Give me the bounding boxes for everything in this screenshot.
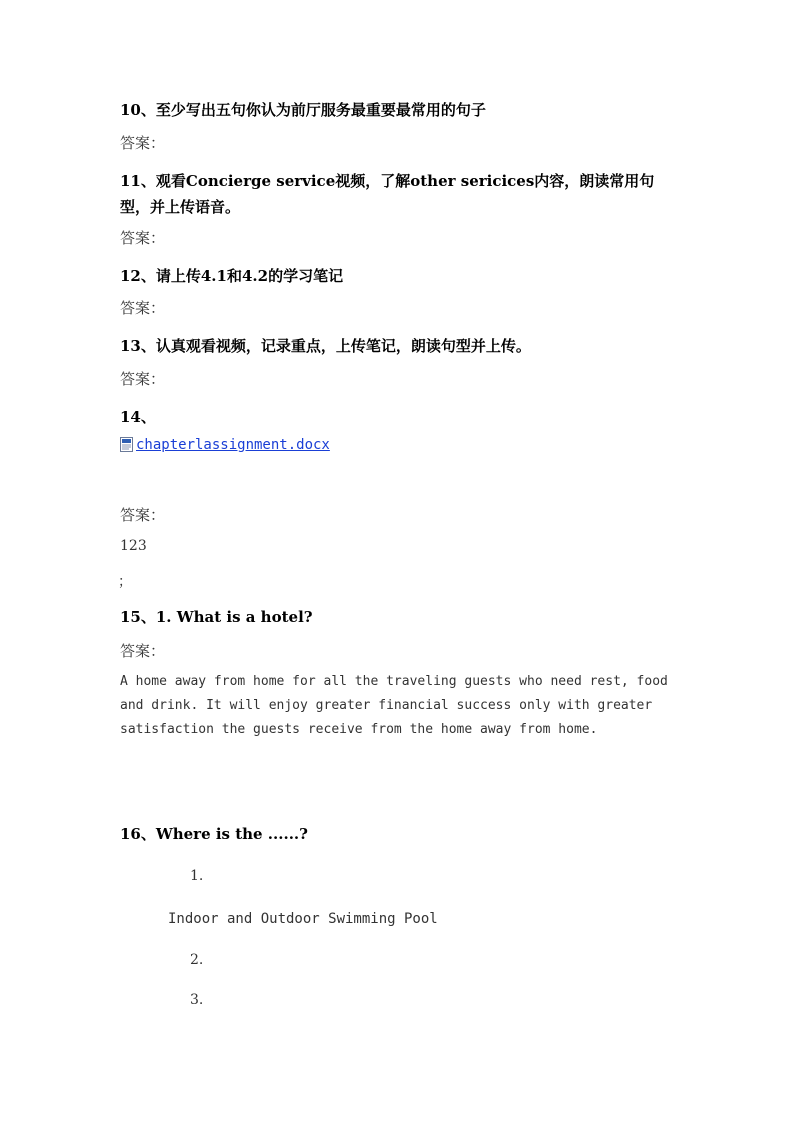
question-13 [120, 333, 680, 359]
answer-label: 答案： [120, 229, 166, 247]
list-item-text: Indoor and Outdoor Swimming Pool [168, 911, 438, 927]
answer-text: A home away from home for all the traveling guests who need rest, food and drink. It will enjoy greater financial success only with greater satisfaction the guests receive from the home away from home. [120, 674, 668, 737]
question-text: 至少写出五句你认为前厅服务最重要最常用的句子 [155, 101, 486, 119]
separator-mark: ； [118, 574, 132, 590]
answer-label: 答案： [120, 134, 166, 152]
question-number: 10、 [120, 101, 156, 119]
question-text: 观看Concierge service视频，了解other sericices内容，朗读常用句型，并上传语音。 [120, 172, 655, 216]
question-number: 14、 [120, 408, 156, 426]
question-10 [120, 97, 680, 123]
question-number: 12、 [120, 267, 156, 285]
answer-label: 答案： [120, 642, 166, 660]
answer-label: 答案： [120, 370, 166, 388]
list-item-number: 2. [190, 952, 204, 968]
question-14 [120, 404, 680, 430]
question-text: 1. What is a hotel? [155, 608, 313, 626]
answer-label: 答案： [120, 506, 166, 524]
list-item-number: 1. [190, 868, 204, 884]
question-number: 11、 [120, 172, 156, 190]
question-number: 13、 [120, 337, 156, 355]
question-text: 认真观看视频，记录重点，上传笔记，朗读句型并上传。 [155, 337, 531, 355]
question-number: 15、 [120, 608, 156, 626]
question-text: Where is the ......? [155, 825, 308, 843]
question-number: 16、 [120, 825, 156, 843]
question-12 [120, 263, 680, 289]
list-item-number: 3. [190, 992, 204, 1008]
word-document-icon [120, 437, 134, 453]
question-15 [120, 604, 680, 630]
answer-value: 123 [120, 538, 147, 554]
question-11 [120, 168, 680, 220]
question-text: 请上传4.1和4.2的学习笔记 [155, 267, 344, 285]
attachment[interactable] [120, 437, 330, 453]
answer-label: 答案： [120, 299, 166, 317]
question-16 [120, 821, 680, 847]
attachment-link[interactable]: chapterlassignment.docx [136, 437, 330, 453]
